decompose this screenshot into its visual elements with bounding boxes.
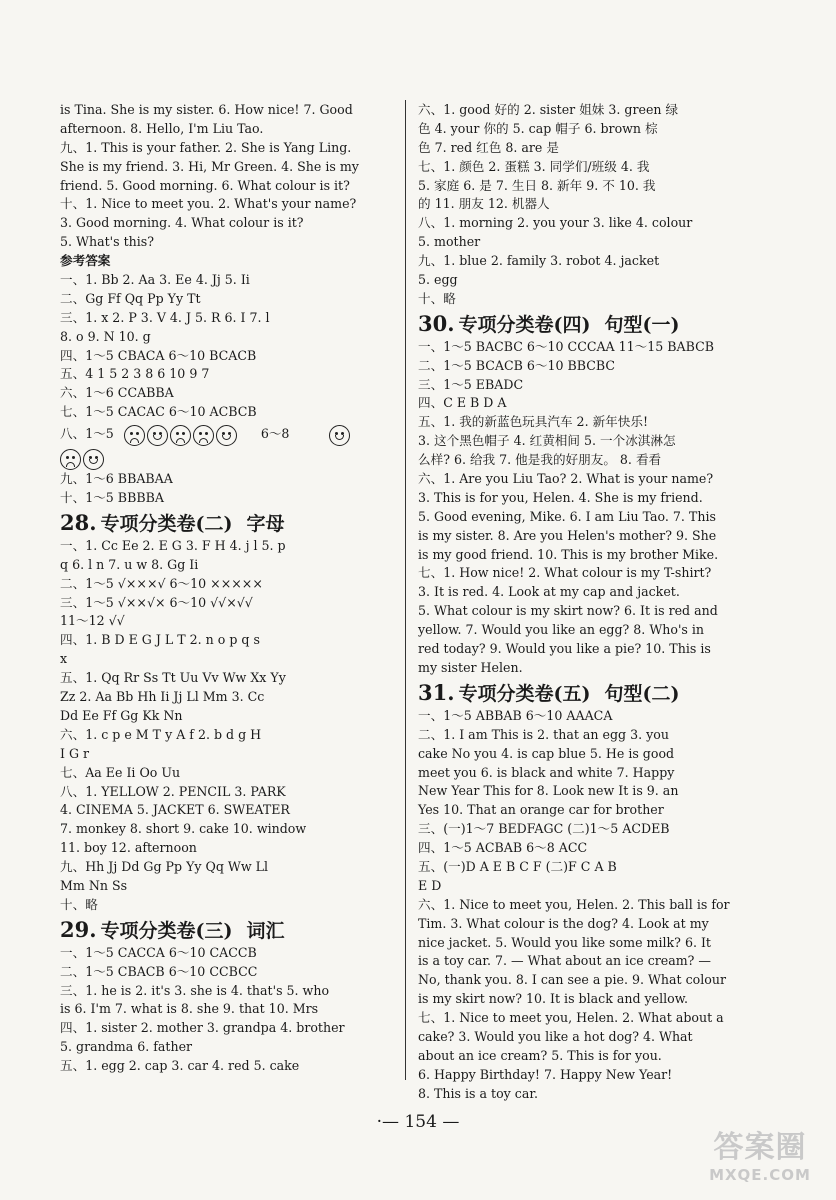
answer-line: 一、1. Bb 2. Aa 3. Ee 4. Jj 5. Ii (60, 272, 250, 288)
answer-line: 3. Good morning. 4. What colour is it? (60, 215, 304, 231)
happy-face-icon (83, 449, 104, 470)
answer-line: 二、1～5 CBACB 6～10 CCBCC (60, 963, 258, 979)
answer-line: 四、1～5 CBACA 6～10 BCACB (60, 347, 257, 363)
answer-line: 四、1. B D E G J L T 2. n o p q s (60, 632, 260, 648)
answer-line: 四、C E B D A (418, 395, 507, 411)
answer-line: 二、Gg Ff Qq Pp Yy Tt (60, 290, 201, 306)
answer-line: No, thank you. 8. I can see a pie. 9. What colour (418, 972, 726, 988)
answer-line: about an ice cream? 5. This is for you. (418, 1047, 662, 1063)
answer-line: 七、1. 颜色 2. 蛋糕 3. 同学们/班级 4. 我 (418, 158, 650, 174)
answer-line: 三、1. x 2. P 3. V 4. J 5. R 6. I 7. l (60, 309, 270, 325)
answer-line: New Year This for 8. Look new It is 9. an (418, 783, 679, 799)
answer-line: is my sister. 8. Are you Helen's mother? 9. She (418, 527, 717, 543)
answer-line: q 6. l n 7. u w 8. Gg Ii (60, 556, 199, 572)
answer-line: Yes 10. That an orange car for brother (418, 802, 664, 818)
answer-line: Mm Nn Ss (60, 877, 128, 893)
faces-answer-row (60, 446, 396, 470)
answer-line: 七、1. Nice to meet you, Helen. 2. What about a (418, 1010, 724, 1026)
column-divider (405, 100, 406, 1080)
answer-line: 5. What's this? (60, 234, 154, 250)
answer-line: 一、1～5 ABBAB 6～10 AAACA (418, 707, 613, 723)
answer-line: friend. 5. Good morning. 6. What colour is it? (60, 177, 350, 193)
faces-answer-row (60, 422, 396, 446)
answer-line: meet you 6. is black and white 7. Happy (418, 764, 675, 780)
answer-line: 色 4. your 你的 5. cap 帽子 6. brown 棕 (418, 120, 658, 136)
answer-line: 5. egg (418, 272, 458, 288)
answer-line: cake No you 4. is cap blue 5. He is good (418, 745, 675, 761)
answer-line: 二、1～5 √×××√ 6～10 ××××× (60, 575, 263, 591)
section-topic: 字母 (246, 512, 285, 535)
answer-line: 八、1. morning 2. you your 3. like 4. colour (418, 215, 693, 231)
answer-line: 11. boy 12. afternoon (60, 840, 197, 856)
answer-line: 3. 这个黑色帽子 4. 红黄相间 5. 一个冰淇淋怎 (418, 433, 676, 449)
section-topic: 句型(二) (604, 682, 680, 705)
answer-line: my sister Helen. (418, 659, 523, 675)
answer-line: 六、1. Are you Liu Tao? 2. What is your name? (418, 471, 714, 487)
sad-face-icon (60, 449, 81, 470)
answer-line: red today? 9. Would you like a pie? 10. This is (418, 641, 711, 657)
page-number: ·— 154 — (376, 1112, 460, 1132)
answer-line: 六、1～6 CCABBA (60, 385, 174, 401)
answer-line: 5. Good evening, Mike. 6. I am Liu Tao. 7. This (418, 508, 716, 524)
answer-line: 么样? 6. 给我 7. 他是我的好朋友。 8. 看看 (418, 452, 662, 468)
answer-line: cake? 3. Would you like a hot dog? 4. What (418, 1028, 693, 1044)
happy-face-icon (216, 425, 237, 446)
sad-face-icon (193, 425, 214, 446)
right-column (418, 101, 760, 1104)
answer-line: 一、1～5 CACCA 6～10 CACCB (60, 944, 257, 960)
answer-line: 5. What colour is my skirt now? 6. It is red and (418, 603, 718, 619)
answer-line: E D (418, 877, 442, 893)
answer-line: 七、1. How nice! 2. What colour is my T-shirt? (418, 565, 712, 581)
answer-line: 一、1. Cc Ee 2. E G 3. F H 4. j l 5. p (60, 537, 286, 553)
happy-face-icon (329, 425, 350, 446)
answer-line: 5. grandma 6. father (60, 1039, 193, 1055)
sad-face-icon (124, 425, 145, 446)
answer-line: 十、略 (418, 290, 456, 306)
answer-line: 九、1. This is your father. 2. She is Yang Ling. (60, 139, 352, 155)
answer-line: 十、略 (60, 896, 98, 912)
section-name: 专项分类卷(三) (100, 919, 233, 942)
watermark-logo: 答案圈 (713, 1130, 807, 1165)
answer-line: Tim. 3. What colour is the dog? 4. Look at my (418, 915, 709, 931)
section-number: 28. (60, 509, 97, 535)
section-number: 31. (418, 679, 455, 705)
faces-group (124, 423, 239, 447)
answer-line: 七、Aa Ee Ii Oo Uu (60, 764, 181, 780)
answer-line: is my skirt now? 10. It is black and yellow. (418, 991, 689, 1007)
answer-line: 5. 家庭 6. 是 7. 生日 8. 新年 9. 不 10. 我 (418, 177, 656, 193)
answer-line: x (60, 651, 68, 667)
answer-line: 色 7. red 红色 8. are 是 (418, 139, 559, 155)
answer-line: I G r (60, 745, 90, 761)
answer-line: 四、1. sister 2. mother 3. grandpa 4. brother (60, 1020, 345, 1036)
answer-line: yellow. 7. Would you like an egg? 8. Who's in (418, 622, 705, 638)
answer-line: 五、1. 我的新蓝色玩具汽车 2. 新年快乐! (418, 414, 649, 430)
section-topic: 词汇 (246, 919, 285, 942)
answer-line: 3. This is for you, Helen. 4. She is my friend. (418, 489, 703, 505)
answer-line: Dd Ee Ff Gg Kk Nn (60, 707, 183, 723)
faces-group (60, 447, 106, 471)
answer-line: 三、1～5 EBADC (418, 376, 524, 392)
answer-line: 十、1～5 BBBBA (60, 490, 164, 506)
answer-line: is 6. I'm 7. what is 8. she 9. that 10. Mrs (60, 1001, 319, 1017)
answer-line: nice jacket. 5. Would you like some milk? 6. It (418, 934, 711, 950)
left-column (60, 101, 396, 1076)
sad-face-icon (170, 425, 191, 446)
answer-line: 九、1～6 BBABAA (60, 471, 173, 487)
answer-line: 三、1. he is 2. it's 3. she is 4. that's 5. who (60, 982, 330, 998)
faces-prefix: 八、1～5 (60, 426, 114, 442)
answer-line: Zz 2. Aa Bb Hh Ii Jj Ll Mm 3. Cc (60, 689, 265, 705)
answer-line: 3. It is red. 4. Look at my cap and jacket. (418, 584, 680, 600)
answer-line: 三、1～5 √××√× 6～10 √√×√√ (60, 594, 253, 610)
answer-line: is Tina. She is my sister. 6. How nice! 7. Good (60, 102, 353, 117)
answer-line: 四、1～5 ACBAB 6～8 ACC (418, 840, 588, 856)
answer-line: 十、1. Nice to meet you. 2. What's your name? (60, 196, 357, 212)
answer-line: 九、Hh Jj Dd Gg Pp Yy Qq Ww Ll (60, 859, 269, 875)
answer-line: 11～12 √√ (60, 613, 125, 629)
answer-line: 六、1. Nice to meet you, Helen. 2. This ball is for (418, 896, 730, 912)
answer-line: 七、1～5 CACAC 6～10 ACBCB (60, 404, 257, 420)
answer-line: 五、1. egg 2. cap 3. car 4. red 5. cake (60, 1058, 300, 1074)
section-title (418, 312, 760, 338)
happy-face-icon (147, 425, 168, 446)
answer-line: is a toy car. 7. — What about an ice cream? — (418, 953, 712, 969)
section-number: 30. (418, 310, 455, 336)
answer-line: 一、1～5 BACBC 6～10 CCCAA 11～15 BABCB (418, 338, 715, 354)
answer-line: 8. This is a toy car. (418, 1085, 538, 1101)
section-topic: 句型(一) (604, 313, 680, 336)
watermark (690, 1130, 830, 1194)
section-title (418, 681, 760, 707)
answer-line: 六、1. c p e M T y A f 2. b d g H (60, 726, 262, 742)
answer-line: She is my friend. 3. Hi, Mr Green. 4. She is my (60, 158, 359, 174)
section-title (60, 918, 396, 944)
section-number: 29. (60, 916, 97, 942)
answer-line: 六、1. good 好的 2. sister 姐妹 3. green 绿 (418, 102, 679, 117)
answer-line: 五、4 1 5 2 3 8 6 10 9 7 (60, 366, 210, 382)
answer-line: 6. Happy Birthday! 7. Happy New Year! (418, 1066, 673, 1082)
answer-line: 五、(一)D A E B C F (二)F C A B (418, 858, 617, 874)
answer-line: 4. CINEMA 5. JACKET 6. SWEATER (60, 802, 290, 818)
faces-mid-label: 6～8 (260, 426, 290, 442)
answer-line: 的 11. 朋友 12. 机器人 (418, 196, 550, 212)
answer-line: 二、1～5 BCACB 6～10 BBCBC (418, 357, 616, 373)
answer-line: 三、(一)1～7 BEDFAGC (二)1～5 ACDEB (418, 821, 670, 837)
answer-line: 二、1. I am This is 2. that an egg 3. you (418, 726, 669, 742)
answer-line: afternoon. 8. Hello, I'm Liu Tao. (60, 120, 264, 136)
answer-line: 五、1. Qq Rr Ss Tt Uu Vv Ww Xx Yy (60, 670, 286, 686)
answer-line: is my good friend. 10. This is my brother Mike. (418, 546, 719, 562)
answer-line: 八、1. YELLOW 2. PENCIL 3. PARK (60, 783, 286, 799)
section-name: 专项分类卷(四) (458, 313, 591, 336)
answer-line: 7. monkey 8. short 9. cake 10. window (60, 821, 307, 837)
section-title (60, 511, 396, 537)
faces-group (329, 423, 352, 447)
answer-line: 5. mother (418, 234, 481, 250)
section-name: 专项分类卷(二) (100, 512, 233, 535)
answer-line: 九、1. blue 2. family 3. robot 4. jacket (418, 253, 660, 269)
answer-heading: 参考答案 (60, 253, 111, 269)
answer-line: 8. o 9. N 10. g (60, 328, 151, 344)
watermark-url: MXQE.COM (709, 1166, 811, 1184)
section-name: 专项分类卷(五) (458, 682, 591, 705)
